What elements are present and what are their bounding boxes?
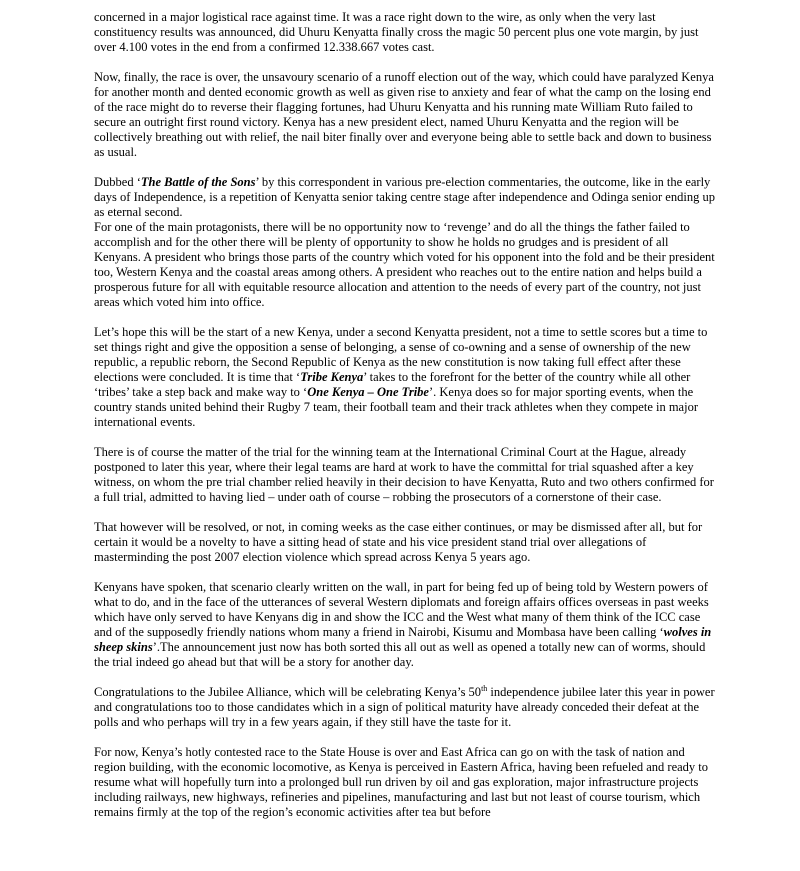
text-run: ’.The announcement just now has both sorted this all out as well as opened a totally new can of worms, should the trial indeed go ahead but that will be a story for another day. <box>94 640 706 669</box>
paragraph-election-result: concerned in a major logistical race against time. It was a race right down to the wire, as only when the very last constituency results was announced, did Uhuru Kenyatta finally cross the magic 50 percent plus one vote margin, by just over 4.100 votes in the end from a confirmed 12.338.667 votes cast. <box>94 10 699 54</box>
paragraph-new-kenya <box>94 325 716 430</box>
ordinal-suffix: th <box>481 683 488 693</box>
paragraph-congratulations <box>94 685 716 730</box>
paragraph-icc-trial: There is of course the matter of the trial for the winning team at the International Criminal Court at the Hague, already postponed to later this year, where their legal teams are hard at work to have the committal for trial squashed after a key witness, on whom the pre trial chamber relied heavily in their decision to have Kenyatta, Ruto and two others confirmed for a full trial, admitted to having lied – under oath of course – robbing the prosecutors of a cornerstone of their case. <box>94 445 714 504</box>
paragraph-kenyans-have-spoken <box>94 580 716 670</box>
paragraph-for-now: For now, Kenya’s hotly contested race to the State House is over and East Africa can go on with the task of nation and region building, with the economic locomotive, as Kenya is perceived in Eastern Africa, having been refueled and ready to resume what will hopefully turn into a prolonged bull run driven by oil and gas exploration, major infrastructure projects including railways, new highways, refineries and pipelines, manufacturing and last but not least of course tourism, which remains firmly at the top of the region’s economic activities after tea but before <box>94 745 709 819</box>
paragraph-protagonists: For one of the main protagonists, there will be no opportunity now to ‘revenge’ and do all the things the father failed to accomplish and for the other there will be plenty of opportunity to show he holds no grudges and is president of all Kenyans. A president who brings those parts of the country which voted for his opponent into the fold and be their president too, Western Kenya and the coastal areas among others. A president who reaches out to the entire nation and helps build a prosperous future for all with equitable resource allocation and attention to the needs of every part of the country, not just areas which voted him into office. <box>94 220 715 309</box>
text-run: Dubbed ‘ <box>94 175 141 189</box>
text-run: ’ takes to the forefront for the better of the country while all other ‘tribes’ take a step back and make way to ‘ <box>94 370 691 399</box>
emphasis-wolves: wolves in sheep skins <box>94 625 712 654</box>
text-run: Kenyans have spoken, that scenario clearly written on the wall, in part for being fed up of being told by Western powers of what to do, and in the face of the utterances of several Western diplomats and foreign affairs offices overseas in past weeks which have only served to have Kenyans dig in and show the ICC and the West what many of them think of the ICC case and of the supposedly friendly nations whom many a friend in Nairobi, Kisumu and Mombasa have been calling ‘ <box>94 580 709 639</box>
text-run: ’ by this correspondent in various pre-election commentaries, the outcome, like in the early days of Independence, is a repetition of Kenyatta senior taking centre stage after independence and Odinga senior ending up as eternal second. <box>94 175 715 219</box>
text-run: Congratulations to the Jubilee Alliance, which will be celebrating Kenya’s 50 <box>94 685 482 699</box>
text-run: Let’s hope this will be the start of a new Kenya, under a second Kenyatta president, not a time to settle scores but a time to set things right and give the opposition a sense of belonging, a sense of co-owning and a sense of ownership of the new republic, a republic reborn, the Second Republic of Kenya as the new constitution is now taking full effect after these elections were concluded. It is time that ‘ <box>94 325 708 384</box>
paragraph-race-over: Now, finally, the race is over, the unsavoury scenario of a runoff election out of the way, which could have paralyzed Kenya for another month and dented economic growth as well as given rise to anxiety and fear of what the camp on the losing end of the race might do to reverse their flagging fortunes, had Uhuru Kenyatta and his running mate William Ruto failed to secure an outright first round victory. Kenya has a new president elect, named Uhuru Kenyatta and the region will be collectively breathing out with relief, the nail biter finally over and everyone being able to settle back and down to business as usual. <box>94 70 714 159</box>
text-run: ’. Kenya does so for major sporting events, when the country stands united behind their Rugby 7 team, their football team and their track athletes when they compete in major international events. <box>94 385 698 429</box>
emphasis-tribe-kenya: Tribe Kenya <box>300 370 364 384</box>
article-body <box>94 10 716 835</box>
text-run: independence jubilee later this year in power and congratulations too to those candidates which in a sign of political maturity have already conceded their defeat at the polls and who perhaps will try in a few years again, if they still have the taste for it. <box>94 685 715 729</box>
emphasis-one-kenya: One Kenya – One Tribe <box>307 385 429 399</box>
paragraph-battle-of-sons <box>94 175 716 220</box>
paragraph-resolution: That however will be resolved, or not, in coming weeks as the case either continues, or may be dismissed after all, but for certain it would be a novelty to have a sitting head of state and his vice president stand trial over allegations of masterminding the post 2007 election violence which spread across Kenya 5 years ago. <box>94 520 703 564</box>
emphasis-battle-of-sons: The Battle of the Sons <box>140 175 256 189</box>
